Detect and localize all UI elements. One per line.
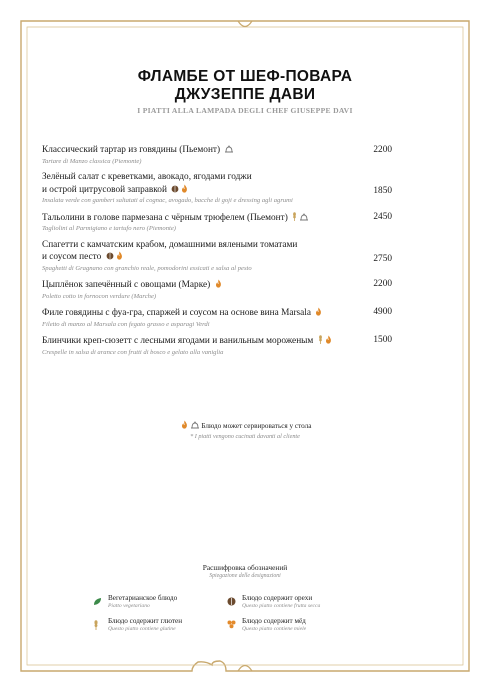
item-price: 1850 bbox=[373, 186, 392, 196]
item-subtitle: Insalata verde con gamberi saltatati al cognac, avogado, bacche di goji e dressing agli agrumi bbox=[42, 197, 293, 204]
item-name: Классический тартар из говядины (Пьемонт) bbox=[42, 145, 221, 155]
legend-gluten bbox=[108, 617, 182, 632]
nut-icon bbox=[227, 597, 236, 608]
flame-icon bbox=[181, 184, 188, 198]
item-price: 2200 bbox=[373, 145, 392, 155]
wheat-icon bbox=[318, 335, 323, 349]
note-text: Блюдо может сервироваться у стола bbox=[201, 422, 312, 430]
nut-icon bbox=[106, 252, 114, 265]
item-subtitle: Poletto cotto in fornocon verdure (Marche) bbox=[42, 292, 157, 300]
legend-label: Блюдо содержит орехи bbox=[242, 594, 313, 602]
menu-title-line1: ФЛАМБЕ ОТ ШЕФ-ПОВАРА bbox=[137, 68, 353, 85]
wheat-icon bbox=[93, 620, 99, 632]
item-price: 2200 bbox=[373, 279, 392, 289]
flame-icon bbox=[116, 251, 123, 265]
legend-honey bbox=[242, 617, 306, 632]
item-name-line1: Спагетти с камчатским крабом, домашними вялеными томатами bbox=[42, 239, 298, 250]
item-name: Блинчики креп-сюзетт с лесными ягодами и ванильным мороженым bbox=[42, 336, 314, 346]
item-name: Филе говядины с фуа-гра, спаржей и соусом на основе вина Marsala bbox=[42, 308, 312, 318]
table-service-note-sub: * I piatti vengono cucinati davanti al cliente bbox=[190, 433, 300, 440]
legend-subtitle: Spiegazione delle designazioni bbox=[209, 573, 281, 579]
item-price: 4900 bbox=[373, 307, 392, 317]
menu-item bbox=[42, 279, 392, 301]
flame-icon bbox=[215, 279, 222, 293]
wheat-icon bbox=[292, 212, 297, 226]
legend-label: Блюдо содержит мёд bbox=[242, 617, 306, 625]
legend-label-sub: Questo piatto contiene miele bbox=[242, 626, 307, 632]
menu-item bbox=[42, 335, 392, 357]
leaf-icon bbox=[93, 597, 102, 608]
cloche-icon bbox=[190, 421, 200, 431]
cloche-icon bbox=[224, 145, 234, 158]
menu-item bbox=[42, 212, 392, 234]
flame-icon bbox=[315, 307, 322, 321]
item-name: Тальолини в голове пармезана с чёрным трюфелем (Пьемонт) bbox=[42, 212, 288, 223]
menu-subtitle: I PIATTI ALLA LAMPADA DEGLI CHEF GIUSEPPE DAVI bbox=[137, 106, 353, 115]
legend-nuts bbox=[242, 594, 320, 609]
item-subtitle: Tartare di Manzo classica (Piemonte) bbox=[42, 157, 142, 165]
menu-item bbox=[42, 307, 392, 329]
legend-label: Вегетарианское блюдо bbox=[108, 594, 178, 602]
nut-icon bbox=[171, 185, 179, 198]
honey-icon bbox=[227, 620, 236, 631]
item-price: 1500 bbox=[373, 335, 392, 345]
legend-label: Блюдо содержит глютен bbox=[108, 617, 183, 625]
item-name-line1: Зелёный салат с креветками, авокадо, ягодами годжи bbox=[42, 172, 252, 182]
menu-item bbox=[42, 240, 392, 274]
item-subtitle: Tagliolini al Parmigiano e tartufo nero (Piemonte) bbox=[42, 225, 176, 232]
legend-label-sub: Questo piatto contiene frutta secca bbox=[242, 603, 321, 609]
legend-label-sub: Piatto vegetariano bbox=[108, 603, 150, 609]
item-subtitle: Filetto di manzo al Marsala con fegato grasso e asparagi Verdi bbox=[42, 320, 210, 328]
menu-item bbox=[42, 145, 392, 166]
cloche-icon bbox=[299, 213, 309, 226]
item-subtitle: Crespelle in salsa di arance con frutti di bosco e gelato alla vaniglia bbox=[42, 348, 224, 356]
legend-label-sub: Questo piatto contiene glutine bbox=[108, 626, 176, 632]
item-name: Цыплёнок запечённый с овощами (Марке) bbox=[42, 280, 211, 290]
legend-title: Расшифровка обозначений bbox=[202, 563, 288, 572]
menu-items bbox=[42, 145, 392, 363]
item-price: 2450 bbox=[373, 211, 392, 222]
menu-title bbox=[0, 68, 490, 104]
item-name-line2: и соусом песто bbox=[42, 252, 102, 262]
item-name-line2: и острой цитрусовой заправкой bbox=[42, 184, 167, 195]
item-price: 2750 bbox=[373, 253, 392, 264]
menu-title-line2: ДЖУЗЕППЕ ДАВИ bbox=[174, 86, 316, 103]
flame-icon bbox=[325, 335, 332, 349]
flame-icon bbox=[181, 420, 188, 431]
legend-vegetarian bbox=[108, 594, 177, 609]
menu-item bbox=[42, 172, 392, 206]
table-service-note bbox=[0, 420, 490, 431]
item-subtitle: Spaghetti di Gragnano con granchio reale, pomodorini essicati e salsa al pesto bbox=[42, 264, 252, 272]
